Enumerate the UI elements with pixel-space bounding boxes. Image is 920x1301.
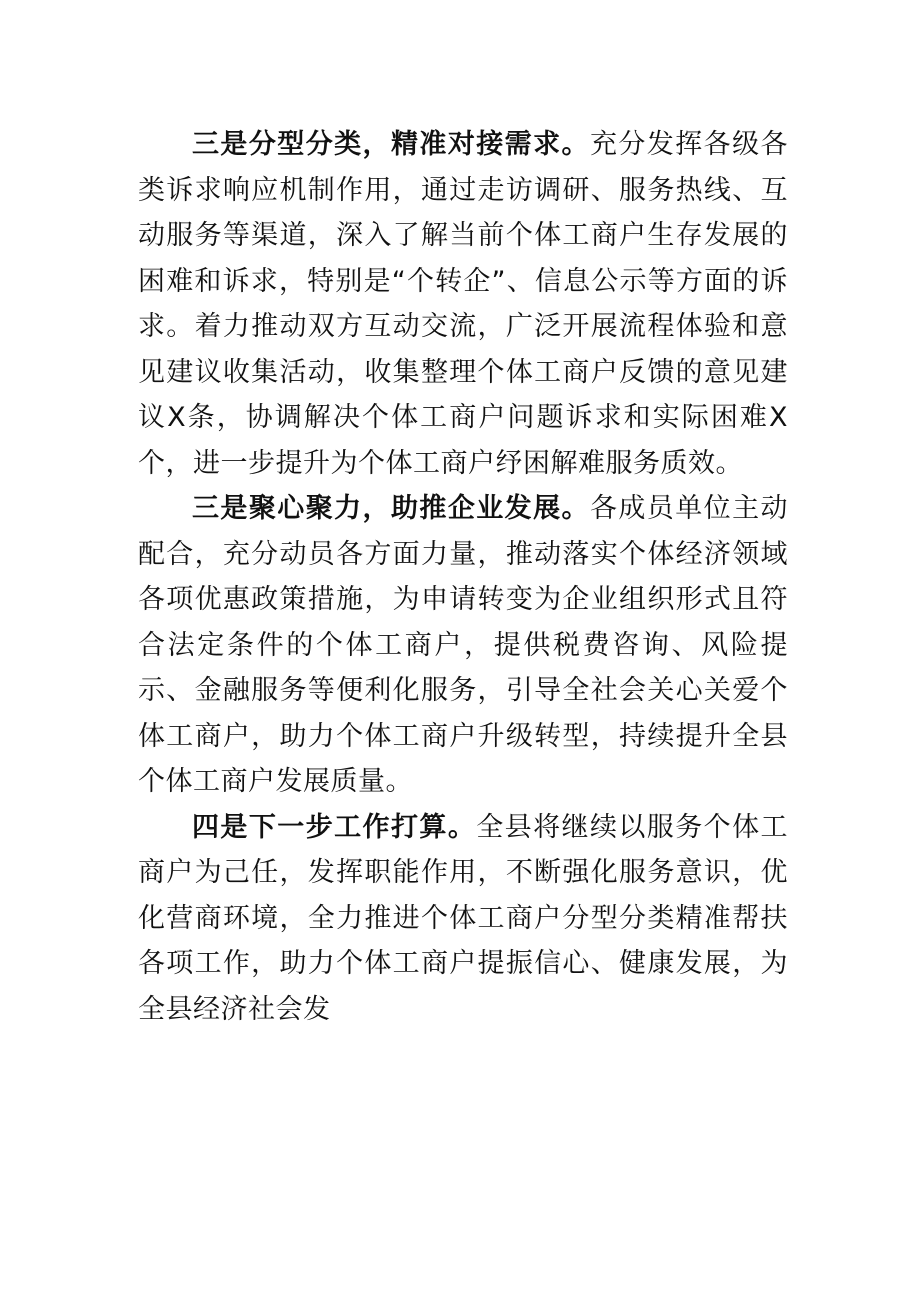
paragraph-1 [138,122,788,486]
paragraph-2 [138,486,788,805]
paragraph-2-text: 各成员单位主动配合，充分动员各方面力量，推动落实个体经济领域各项优惠政策措施，为申请转变为企业组织形式且符合法定条件的个体工商户，提供税费咨询、风险提示、金融服务等便利化服务，引导全社会关心关爱个体工商户，助力个体工商户升级转型，持续提升全县个体工商户发展质量。 [138,493,789,797]
paragraph-3-heading: 四是下一步工作打算。 [192,811,477,843]
paragraph-1-heading: 三是分型分类，精准对接需求。 [192,129,590,160]
paragraph-2-heading: 三是聚心聚力，助推企业发展。 [192,493,590,524]
paragraph-3 [138,805,788,1033]
document-body [138,122,788,1032]
paragraph-3-text: 全县将继续以服务个体工商户为己任，发挥职能作用，不断强化服务意识，优化营商环境，全力推进个体工商户分型分类精准帮扶各项工作，助力个体工商户提振信心、健康发展，为全县经济社会发 [138,811,788,1025]
paragraph-1-text: 充分发挥各级各类诉求响应机制作用，通过走访调研、服务热线、互动服务等渠道，深入了解当前个体工商户生存发展的困难和诉求，特别是“个转企”、信息公示等方面的诉求。着力推动双方互动交流，广泛开展流程体验和意见建议收集活动，收集整理个体工商户反馈的意见建议X条，协调解决个体工商户问题诉求和实际困难X个，进一步提升为个体工商户纾困解难服务质效。 [138,129,789,479]
